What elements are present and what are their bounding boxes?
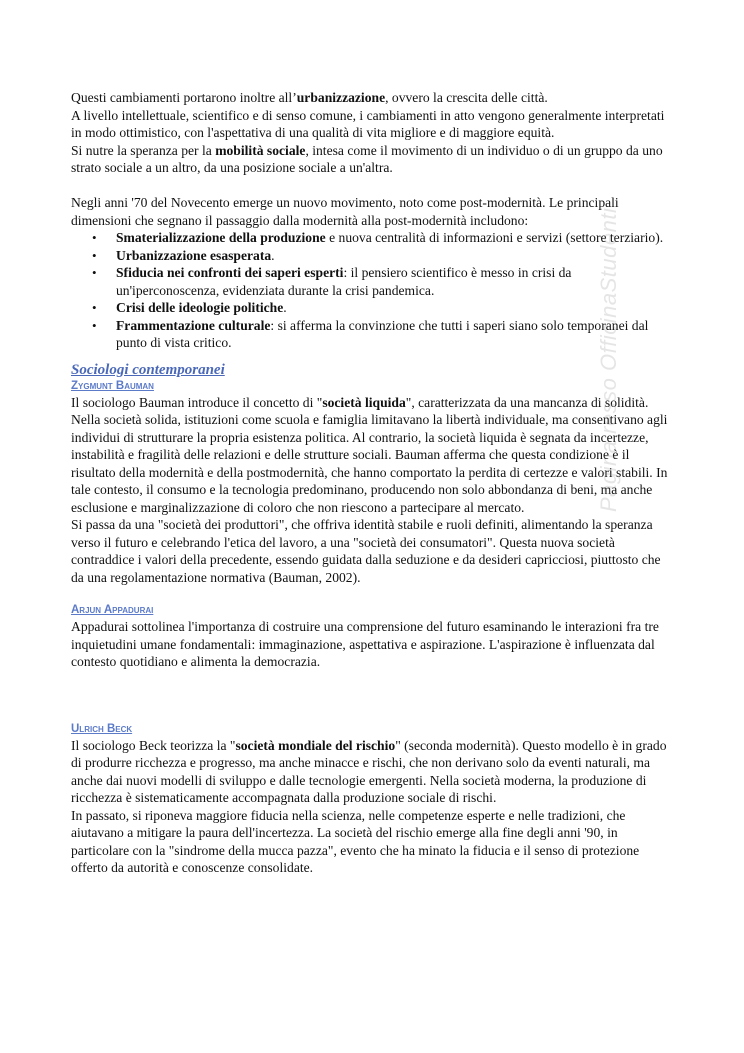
text-run: ", caratterizzata da una mancanza di solidità. Nella società solida, istituzioni come scuola e famiglia limitavano la libertà individuale, ma consentivano agli individui di strutturare la propria esistenza politica. Al contrario, la società liquida è segnata da incertezze, instabilità e fragilità delle relazioni e delle strutture sociali. Bauman afferma che questa condizione è il risultato della modernità e della postmodernità, che hanno comportato la perdita di certezze e valori stabili. In tale contesto, il consumo e la tecnologia predominano, producendo non solo abbondanza di beni, ma anche esclusione e marginalizzazione di coloro che non riescono a partecipare al mercato.	[71, 394, 668, 515]
list-item	[116, 229, 675, 247]
text-run: , intesa come il movimento di un individuo o di un gruppo da uno strato sociale a un altro, da una posizione sociale a un'altra.	[71, 142, 663, 175]
text-run: : si afferma la convinzione che tutti i saperi siano solo temporanei dal punto di vista critico.	[116, 317, 649, 350]
spacer	[71, 177, 675, 195]
document-page	[71, 89, 675, 877]
bauman-paragraph-2: Si passa da una "società dei produttori", che offriva identità stabile e ruoli definiti, alimentando la speranza verso il futuro e celebrando l'etica del lavoro, a una "società dei consumatori". Questa nuova società contraddice i valori della precedente, essendo guidata dalla seduzione e da desideri capricciosi, piuttosto che da una regolamentazione normativa (Bauman, 2002).	[71, 517, 661, 585]
author-heading-bauman: Zygmunt Bauman	[71, 379, 154, 392]
list-item	[116, 299, 675, 317]
text-run: Il sociologo Bauman introduce il concetto di "	[71, 394, 323, 410]
bold-term: Smaterializzazione della produzione	[116, 230, 326, 245]
bold-term: Urbanizzazione esasperata	[116, 247, 272, 263]
bold-term: mobilità sociale	[215, 142, 306, 158]
bold-term: società liquida	[322, 394, 406, 410]
bold-term: Crisi delle ideologie politiche	[116, 300, 284, 315]
text-run: : il pensiero scientifico è messo in crisi da un'iperconoscenza, evidenziata durante la crisi pandemica.	[116, 265, 572, 298]
text-run: e nuova centralità di informazioni e servizi (settore terziario).	[325, 230, 664, 245]
section-heading: Sociologi contemporanei	[71, 361, 225, 378]
intro-paragraph-3	[71, 142, 675, 177]
postmodern-list	[71, 229, 675, 352]
appadurai-paragraph: Appadurai sottolinea l'importanza di costruire una comprensione del futuro esaminando le interazioni fra tre inquietudini umane fondamentali: immaginazione, aspettativa e aspirazione. L'aspirazione è influenzata dal contesto quotidiano e alimenta la democrazia.	[71, 619, 659, 669]
text-run: .	[271, 247, 275, 263]
list-item	[116, 264, 675, 299]
text-run: Il sociologo Beck teorizza la "	[71, 737, 236, 753]
beck-paragraph-2: In passato, si riponeva maggiore fiducia nella scienza, nelle competenze esperte e nelle tradizioni, che aiutavano a mitigare la paura dell'incertezza. La società del rischio emerge alla fine degli anni '90, in particolare con la "sindrome della mucca pazza", evento che ha minato la fiducia e il senso di protezione offerto da autorità e conoscenze consolidate.	[71, 807, 640, 875]
text-run: Si nutre la speranza per la	[71, 142, 216, 158]
author-heading-appadurai: Arjun Appadurai	[71, 604, 154, 616]
beck-paragraph-1	[71, 737, 675, 807]
list-item	[116, 247, 675, 265]
intro-paragraph-2: A livello intellettuale, scientifico e di senso comune, i cambiamenti in atto vengono generalmente interpretati in modo ottimistico, con l'aspettativa di una qualità di vita migliore e di maggiore equità.	[71, 107, 665, 140]
bold-term: Sfiducia nei confronti dei saperi esperti	[116, 265, 344, 280]
postmodern-paragraph: Negli anni '70 del Novecento emerge un nuovo movimento, noto come post-modernità. Le principali dimensioni che segnano il passaggio dalla modernità alla post-modernità includono:	[71, 195, 619, 228]
list-item	[116, 317, 675, 352]
bold-term: urbanizzazione	[296, 90, 386, 105]
intro-paragraph-1	[71, 89, 675, 107]
bold-term: Frammentazione culturale	[116, 317, 271, 333]
text-run: Questi cambiamenti portarono inoltre all’	[71, 90, 297, 105]
author-heading-beck: Ulrich Beck	[71, 722, 133, 735]
text-run: .	[283, 300, 287, 315]
bauman-paragraph-1	[71, 394, 675, 517]
bold-term: società mondiale del rischio	[235, 737, 396, 753]
text-run: , ovvero la crescita delle città.	[385, 90, 548, 105]
watermark: Pagina resso OfficinaStudenti	[596, 207, 621, 512]
text-run: " (seconda modernità). Questo modello è in grado di produrre ricchezza e progresso, ma anche minacce e rischi, che non derivano solo da eventi naturali, ma anche dai nuovi modelli di sviluppo e dalle tecnologie emergenti. Nella società moderna, la produzione di ricchezza è sistematicamente accompagnata dalla produzione sociale di rischi.	[71, 737, 667, 805]
